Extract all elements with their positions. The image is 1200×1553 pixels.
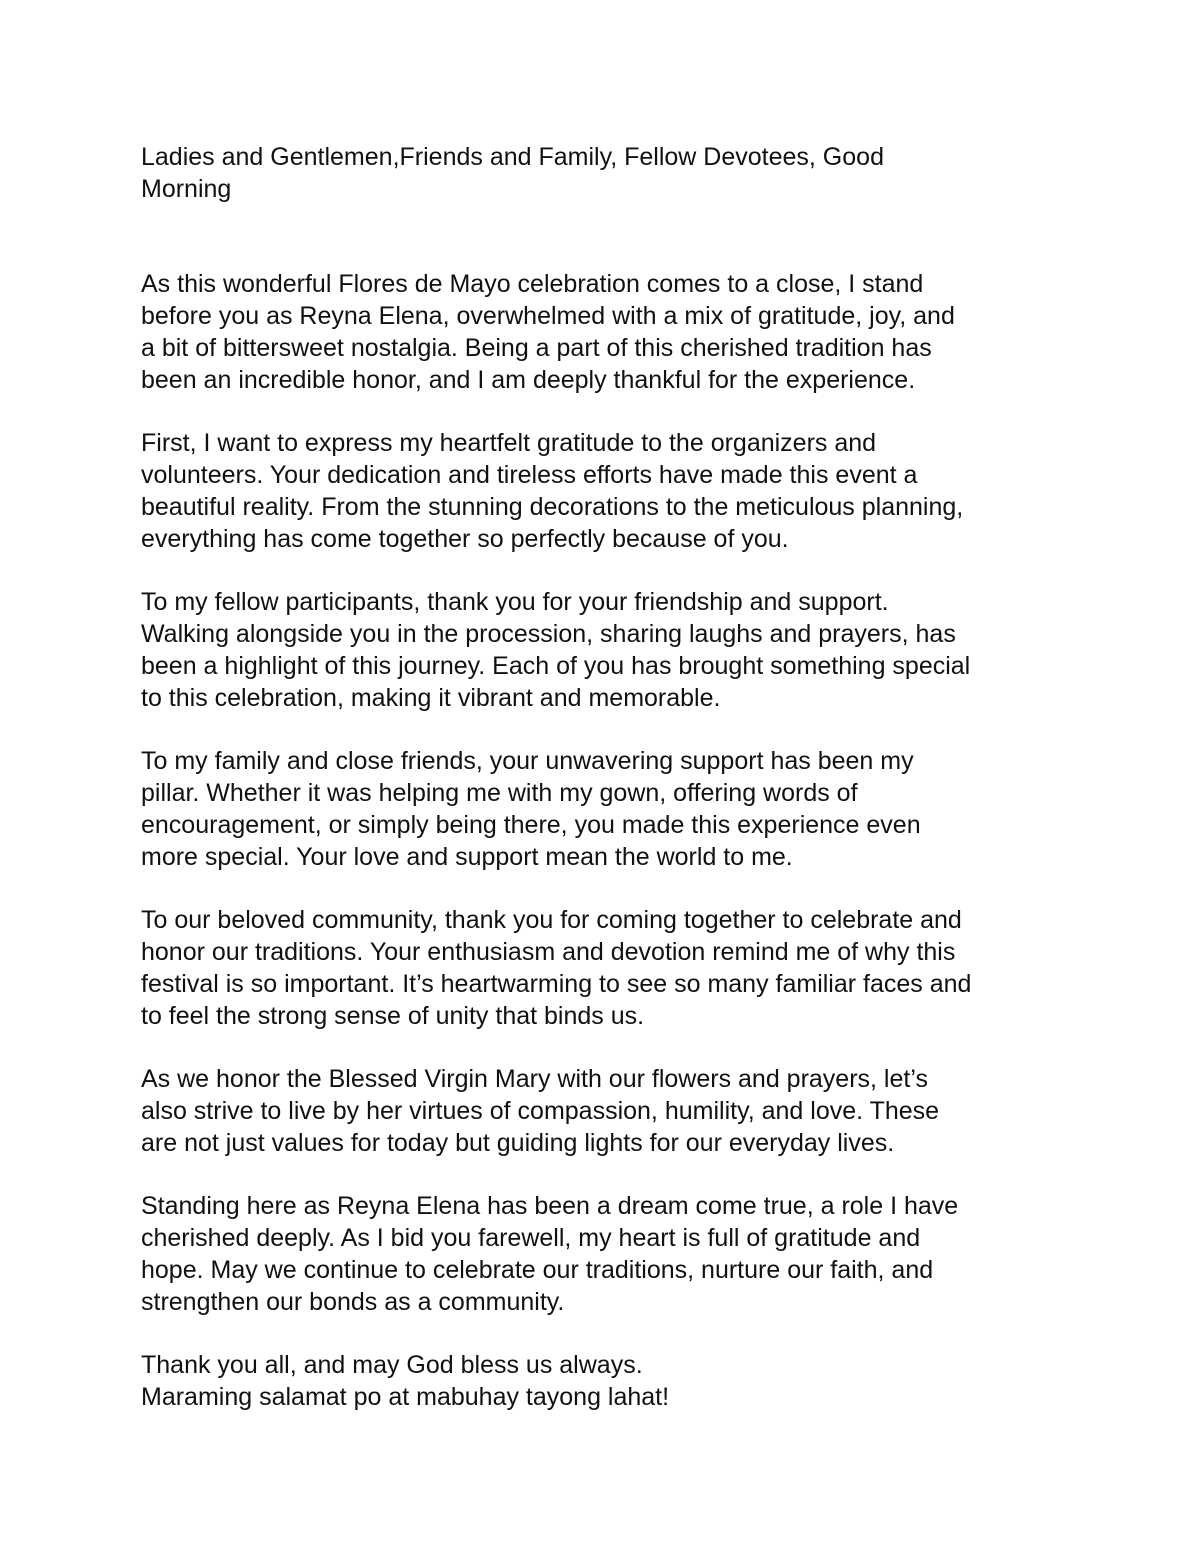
paragraph-line: everything has come together so perfectly because of you. — [141, 525, 789, 553]
paragraph-line: Standing here as Reyna Elena has been a dream come true, a role I have — [141, 1192, 959, 1220]
greeting-line: Morning — [141, 175, 232, 203]
closing — [141, 1349, 1061, 1413]
paragraph-family — [141, 745, 1061, 873]
paragraph-line: As we honor the Blessed Virgin Mary with our flowers and prayers, let’s — [141, 1065, 928, 1093]
paragraph-line: are not just values for today but guiding lights for our everyday lives. — [141, 1129, 895, 1157]
paragraph-line: a bit of bittersweet nostalgia. Being a part of this cherished tradition has — [141, 334, 932, 362]
paragraph-line: volunteers. Your dedication and tireless efforts have made this event a — [141, 461, 918, 489]
paragraph-line: festival is so important. It’s heartwarming to see so many familiar faces and — [141, 970, 972, 998]
paragraph-line: hope. May we continue to celebrate our traditions, nurture our faith, and — [141, 1256, 934, 1284]
paragraph-line: before you as Reyna Elena, overwhelmed with a mix of gratitude, joy, and — [141, 302, 955, 330]
paragraph-line: honor our traditions. Your enthusiasm and devotion remind me of why this — [141, 938, 956, 966]
paragraph-organizers — [141, 427, 1061, 555]
paragraph-line: strengthen our bonds as a community. — [141, 1288, 565, 1316]
paragraph-virtues — [141, 1063, 1061, 1159]
paragraph-line: To our beloved community, thank you for coming together to celebrate and — [141, 906, 962, 934]
paragraph-line: As this wonderful Flores de Mayo celebration comes to a close, I stand — [141, 270, 924, 298]
paragraph-line: cherished deeply. As I bid you farewell, my heart is full of gratitude and — [141, 1224, 921, 1252]
paragraph-line: To my fellow participants, thank you for your friendship and support. — [141, 588, 889, 616]
closing-line: Thank you all, and may God bless us always. — [141, 1351, 643, 1379]
greeting-line: Ladies and Gentlemen,Friends and Family, Fellow Devotees, Good — [141, 143, 884, 171]
paragraph-line: To my family and close friends, your unwavering support has been my — [141, 747, 914, 775]
paragraph-opening — [141, 268, 1061, 396]
paragraph-line: Walking alongside you in the procession, sharing laughs and prayers, has — [141, 620, 956, 648]
paragraph-line: more special. Your love and support mean the world to me. — [141, 843, 793, 871]
greeting — [141, 141, 1061, 205]
paragraph-community — [141, 904, 1061, 1032]
closing-line: Maraming salamat po at mabuhay tayong lahat! — [141, 1383, 670, 1411]
paragraph-line: been a highlight of this journey. Each of you has brought something special — [141, 652, 971, 680]
paragraph-line: been an incredible honor, and I am deeply thankful for the experience. — [141, 366, 916, 394]
paragraph-line: to this celebration, making it vibrant and memorable. — [141, 684, 721, 712]
paragraph-line: also strive to live by her virtues of compassion, humility, and love. These — [141, 1097, 940, 1125]
paragraph-line: encouragement, or simply being there, you made this experience even — [141, 811, 921, 839]
paragraph-participants — [141, 586, 1061, 714]
paragraph-farewell — [141, 1190, 1061, 1318]
paragraph-line: pillar. Whether it was helping me with my gown, offering words of — [141, 779, 858, 807]
paragraph-line: beautiful reality. From the stunning decorations to the meticulous planning, — [141, 493, 964, 521]
speech-body — [141, 141, 1061, 1413]
paragraph-line: First, I want to express my heartfelt gratitude to the organizers and — [141, 429, 877, 457]
paragraph-line: to feel the strong sense of unity that binds us. — [141, 1002, 645, 1030]
